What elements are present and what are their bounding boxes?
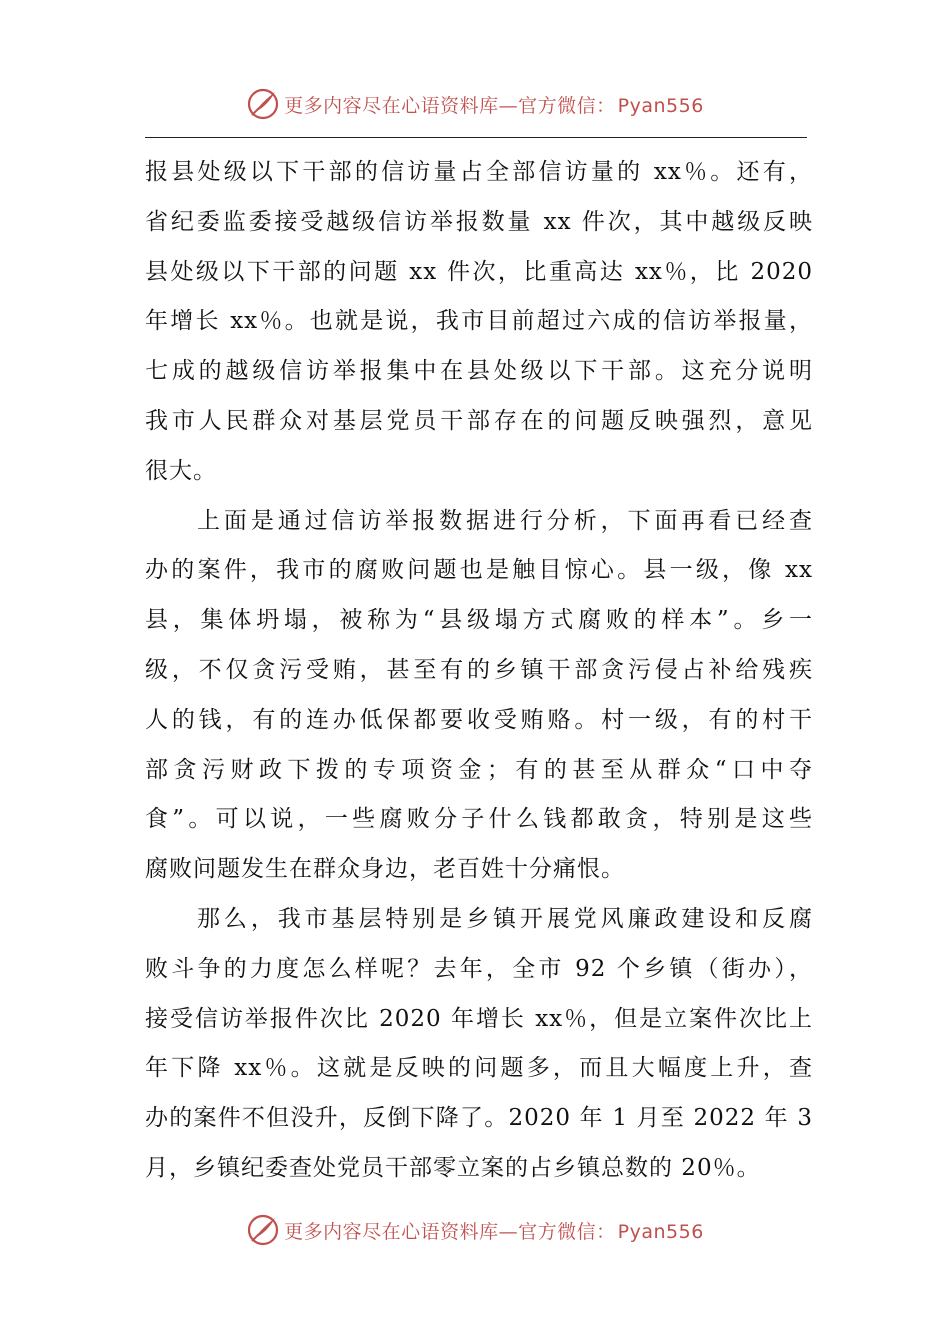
text-line: 七成的越级信访举报集中在县处级以下干部。这充分说明	[145, 358, 813, 385]
header-wechat-id: Pyan556	[617, 94, 704, 117]
text-line: 食”。可以说，一些腐败分子什么钱都敢贪，特别是这些	[145, 806, 813, 833]
quill-logo-icon	[246, 87, 280, 121]
text-line: 级，不仅贪污受贿，甚至有的乡镇干部贪污侵占补给残疾	[145, 656, 813, 683]
text-line: 接受信访举报件次比 2020 年增长 xx％，但是立案件次比上	[145, 1005, 813, 1032]
text-line: 月，乡镇纪委查处党员干部零立案的占乡镇总数的 20％。	[145, 1154, 761, 1181]
text-line: 腐败问题发生在群众身边，老百姓十分痛恨。	[145, 856, 625, 883]
text-line: 人的钱，有的连办低保都要收受贿赂。村一级，有的村干	[145, 706, 813, 733]
quill-logo-icon	[246, 1213, 280, 1247]
text-line: 败斗争的力度怎么样呢？去年，全市 92 个乡镇（街办），	[145, 955, 813, 982]
text-line: 上面是通过信访举报数据进行分析，下面再看已经查	[197, 507, 813, 534]
text-line: 年下降 xx％。这就是反映的问题多，而且大幅度上升，查	[145, 1055, 813, 1082]
text-line: 办的案件不但没升，反倒下降了。2020 年 1 月至 2022 年 3	[145, 1105, 813, 1132]
paragraph-3	[145, 895, 813, 1194]
text-line: 年增长 xx％。也就是说，我市目前超过六成的信访举报量，	[145, 308, 813, 335]
footer-wechat-id: Pyan556	[617, 1220, 704, 1243]
footer-watermark-text: 更多内容尽在心语资料库—官方微信： Pyan556	[284, 1220, 704, 1243]
text-line: 我市人民群众对基层党员干部存在的问题反映强烈，意见	[145, 407, 813, 434]
text-line: 那么，我市基层特别是乡镇开展党风廉政建设和反腐	[197, 905, 813, 932]
text-line: 县，集体坍塌，被称为“县级塌方式腐败的样本”。乡一	[145, 607, 813, 634]
header-watermark-text: 更多内容尽在心语资料库—官方微信： Pyan556	[284, 94, 704, 117]
document-body	[145, 148, 813, 1194]
text-line: 办的案件，我市的腐败问题也是触目惊心。县一级，像 xx	[145, 557, 813, 584]
text-line: 省纪委监委接受越级信访举报数量 xx 件次，其中越级反映	[145, 208, 813, 235]
footer-watermark	[0, 1208, 950, 1252]
paragraph-2	[145, 497, 813, 895]
text-line: 报县处级以下干部的信访量占全部信访量的 xx％。还有，	[145, 159, 813, 185]
header-divider	[145, 137, 807, 138]
text-line: 县处级以下干部的问题 xx 件次，比重高达 xx％，比 2020	[145, 258, 813, 285]
header-watermark	[0, 82, 950, 126]
text-line: 部贪污财政下拨的专项资金；有的甚至从群众“口中夺	[145, 756, 813, 783]
paragraph-1	[145, 148, 813, 497]
text-line: 很大。	[145, 457, 217, 484]
